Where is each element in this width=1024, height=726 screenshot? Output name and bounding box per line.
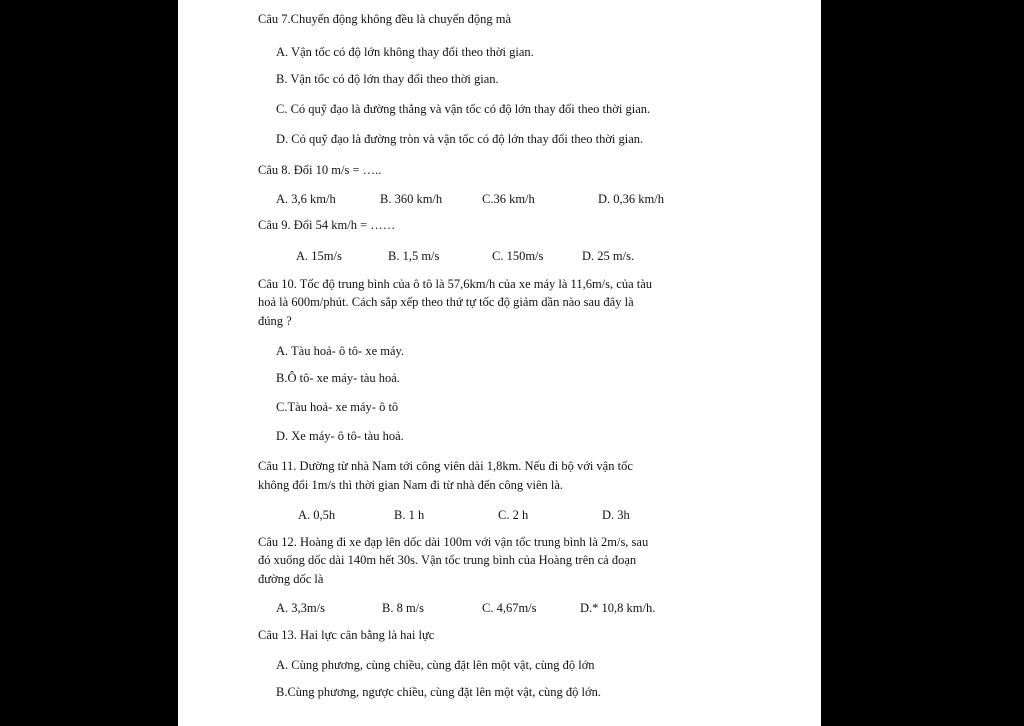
question-12-line-2: đó xuống dốc dài 140m hết 30s. Vận tốc trung bình của Hoàng trên cả đoạn	[258, 553, 637, 567]
question-10-option-b: B.Ô tô- xe máy- tàu hoả.	[276, 371, 400, 385]
question-10-line-3: đúng ?	[258, 314, 292, 328]
question-11-option-c: C. 2 h	[498, 508, 529, 522]
question-7-option-b: B. Vận tốc có độ lớn thay đổi theo thời gian.	[276, 72, 499, 86]
question-11-option-b: B. 1 h	[394, 508, 425, 522]
question-12-line-1: Câu 12. Hoàng đi xe đạp lên dốc dài 100m với vận tốc trung bình là 2m/s, sau	[258, 535, 649, 549]
question-9-option-b: B. 1,5 m/s	[388, 249, 440, 263]
question-10-line-1: Câu 10. Tốc độ trung bình của ô tô là 57,6km/h của xe máy là 11,6m/s, của tàu	[258, 277, 653, 291]
question-8-option-c: C.36 km/h	[482, 192, 535, 206]
question-12-option-c: C. 4,67m/s	[482, 601, 537, 615]
question-10-option-d: D. Xe máy- ô tô- tàu hoả.	[276, 429, 404, 443]
question-13-option-a: A. Cùng phương, cùng chiều, cùng đặt lên một vật, cùng độ lớn	[276, 658, 595, 672]
question-10-line-2: hoả là 600m/phút. Cách sắp xếp theo thứ tự tốc độ giảm dần nào sau đây là	[258, 295, 634, 309]
question-13-title: Câu 13. Hai lực cân bằng là hai lực	[258, 628, 435, 642]
question-11-line-1: Câu 11. Dường từ nhà Nam tới công viên dài 1,8km. Nếu đi bộ với vận tốc	[258, 459, 633, 473]
question-9-option-c: C. 150m/s	[492, 249, 544, 263]
question-10-option-c: C.Tàu hoả- xe máy- ô tô	[276, 400, 399, 414]
question-8-title: Câu 8. Đổi 10 m/s = …..	[258, 163, 382, 177]
question-12-option-d: D.* 10,8 km/h.	[580, 601, 656, 615]
question-12-option-a: A. 3,3m/s	[276, 601, 325, 615]
question-12-option-b: B. 8 m/s	[382, 601, 425, 615]
question-11-option-a: A. 0,5h	[298, 508, 336, 522]
question-8-option-b: B. 360 km/h	[380, 192, 443, 206]
question-9-option-a: A. 15m/s	[296, 249, 342, 263]
question-11-line-2: không đổi 1m/s thì thời gian Nam đi từ nhà đến công viên là.	[258, 478, 564, 492]
question-10-option-a: A. Tàu hoả- ô tô- xe máy.	[276, 344, 405, 358]
question-13-option-b: B.Cùng phương, ngược chiều, cùng đặt lên một vật, cùng độ lớn.	[276, 685, 601, 699]
question-7-title: Câu 7.Chuyển động không đều là chuyển động mà	[258, 12, 512, 26]
question-9-option-d: D. 25 m/s.	[582, 249, 635, 263]
question-7-option-d: D. Có quỹ đạo là đường tròn và vận tốc có độ lớn thay đổi theo thời gian.	[276, 132, 644, 146]
question-8-option-a: A. 3,6 km/h	[276, 192, 336, 206]
question-11-option-d: D. 3h	[602, 508, 630, 522]
question-12-line-3: đường dốc là	[258, 572, 324, 586]
question-9-title: Câu 9. Đổi 54 km/h = ……	[258, 218, 396, 232]
question-7-option-a: A. Vận tốc có độ lớn không thay đổi theo thời gian.	[276, 45, 534, 59]
document-page	[178, 0, 821, 726]
question-8-option-d: D. 0,36 km/h	[598, 192, 664, 206]
question-7-option-c: C. Có quỹ đạo là đường thẳng và vận tốc có độ lớn thay đổi theo thời gian.	[276, 102, 651, 116]
